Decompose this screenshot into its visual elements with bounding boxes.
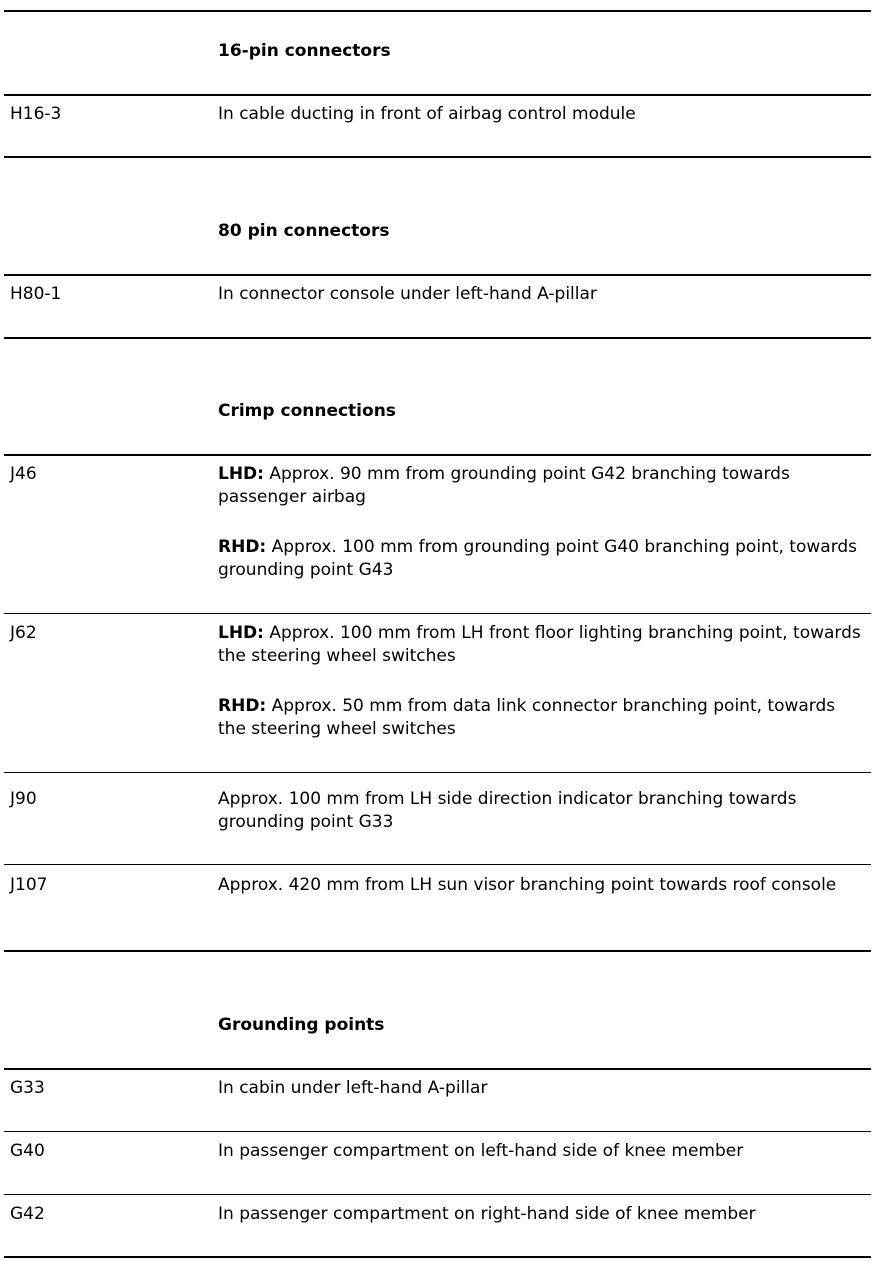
table-rule — [4, 1068, 871, 1070]
lhd-text: Approx. 100 mm from LH front floor lighting branching point, towards the steering wheel switches — [218, 623, 861, 666]
section-heading: 16-pin connectors — [218, 41, 391, 61]
table-rule — [4, 94, 871, 96]
rhd-label: RHD: — [218, 537, 267, 557]
row-description: In passenger compartment on right-hand side of knee member — [218, 1204, 756, 1224]
row-description: In cabin under left-hand A-pillar — [218, 1078, 488, 1098]
table-rule — [4, 772, 871, 773]
row-code: G33 — [10, 1078, 45, 1098]
section-heading: Crimp connections — [218, 401, 396, 421]
row-description-lhd — [218, 463, 868, 509]
table-rule — [4, 1194, 871, 1195]
table-rule — [4, 337, 871, 339]
row-code: G42 — [10, 1204, 45, 1224]
table-rule — [4, 10, 871, 12]
table-rule — [4, 454, 871, 456]
row-code: G40 — [10, 1141, 45, 1161]
row-code: J46 — [10, 464, 37, 484]
row-code: J90 — [10, 789, 37, 809]
rhd-text: Approx. 100 mm from grounding point G40 branching point, towards grounding point G43 — [218, 537, 858, 580]
row-description: In cable ducting in front of airbag control module — [218, 104, 636, 124]
row-description: Approx. 420 mm from LH sun visor branching point towards roof console — [218, 875, 837, 895]
table-rule — [4, 1131, 871, 1132]
table-rule — [4, 274, 871, 276]
table-rule — [4, 1256, 871, 1258]
row-description-lhd — [218, 622, 868, 668]
table-rule — [4, 156, 871, 158]
rhd-label: RHD: — [218, 696, 267, 716]
section-heading: Grounding points — [218, 1015, 385, 1035]
table-rule — [4, 950, 871, 952]
lhd-label: LHD: — [218, 464, 264, 484]
row-description-rhd — [218, 536, 868, 582]
table-rule — [4, 613, 871, 614]
table-rule — [4, 864, 871, 865]
row-code: J107 — [10, 875, 48, 895]
row-code: H16-3 — [10, 104, 62, 124]
row-description-rhd — [218, 695, 868, 741]
row-description: In passenger compartment on left-hand side of knee member — [218, 1141, 744, 1161]
row-description: In connector console under left-hand A-pillar — [218, 284, 597, 304]
rhd-text: Approx. 50 mm from data link connector branching point, towards the steering wheel switches — [218, 696, 836, 739]
section-heading: 80 pin connectors — [218, 221, 390, 241]
lhd-label: LHD: — [218, 623, 264, 643]
lhd-text: Approx. 90 mm from grounding point G42 branching towards passenger airbag — [218, 464, 790, 507]
row-code: J62 — [10, 623, 37, 643]
row-description: Approx. 100 mm from LH side direction indicator branching towards grounding point G33 — [218, 789, 797, 832]
row-code: H80-1 — [10, 284, 62, 304]
